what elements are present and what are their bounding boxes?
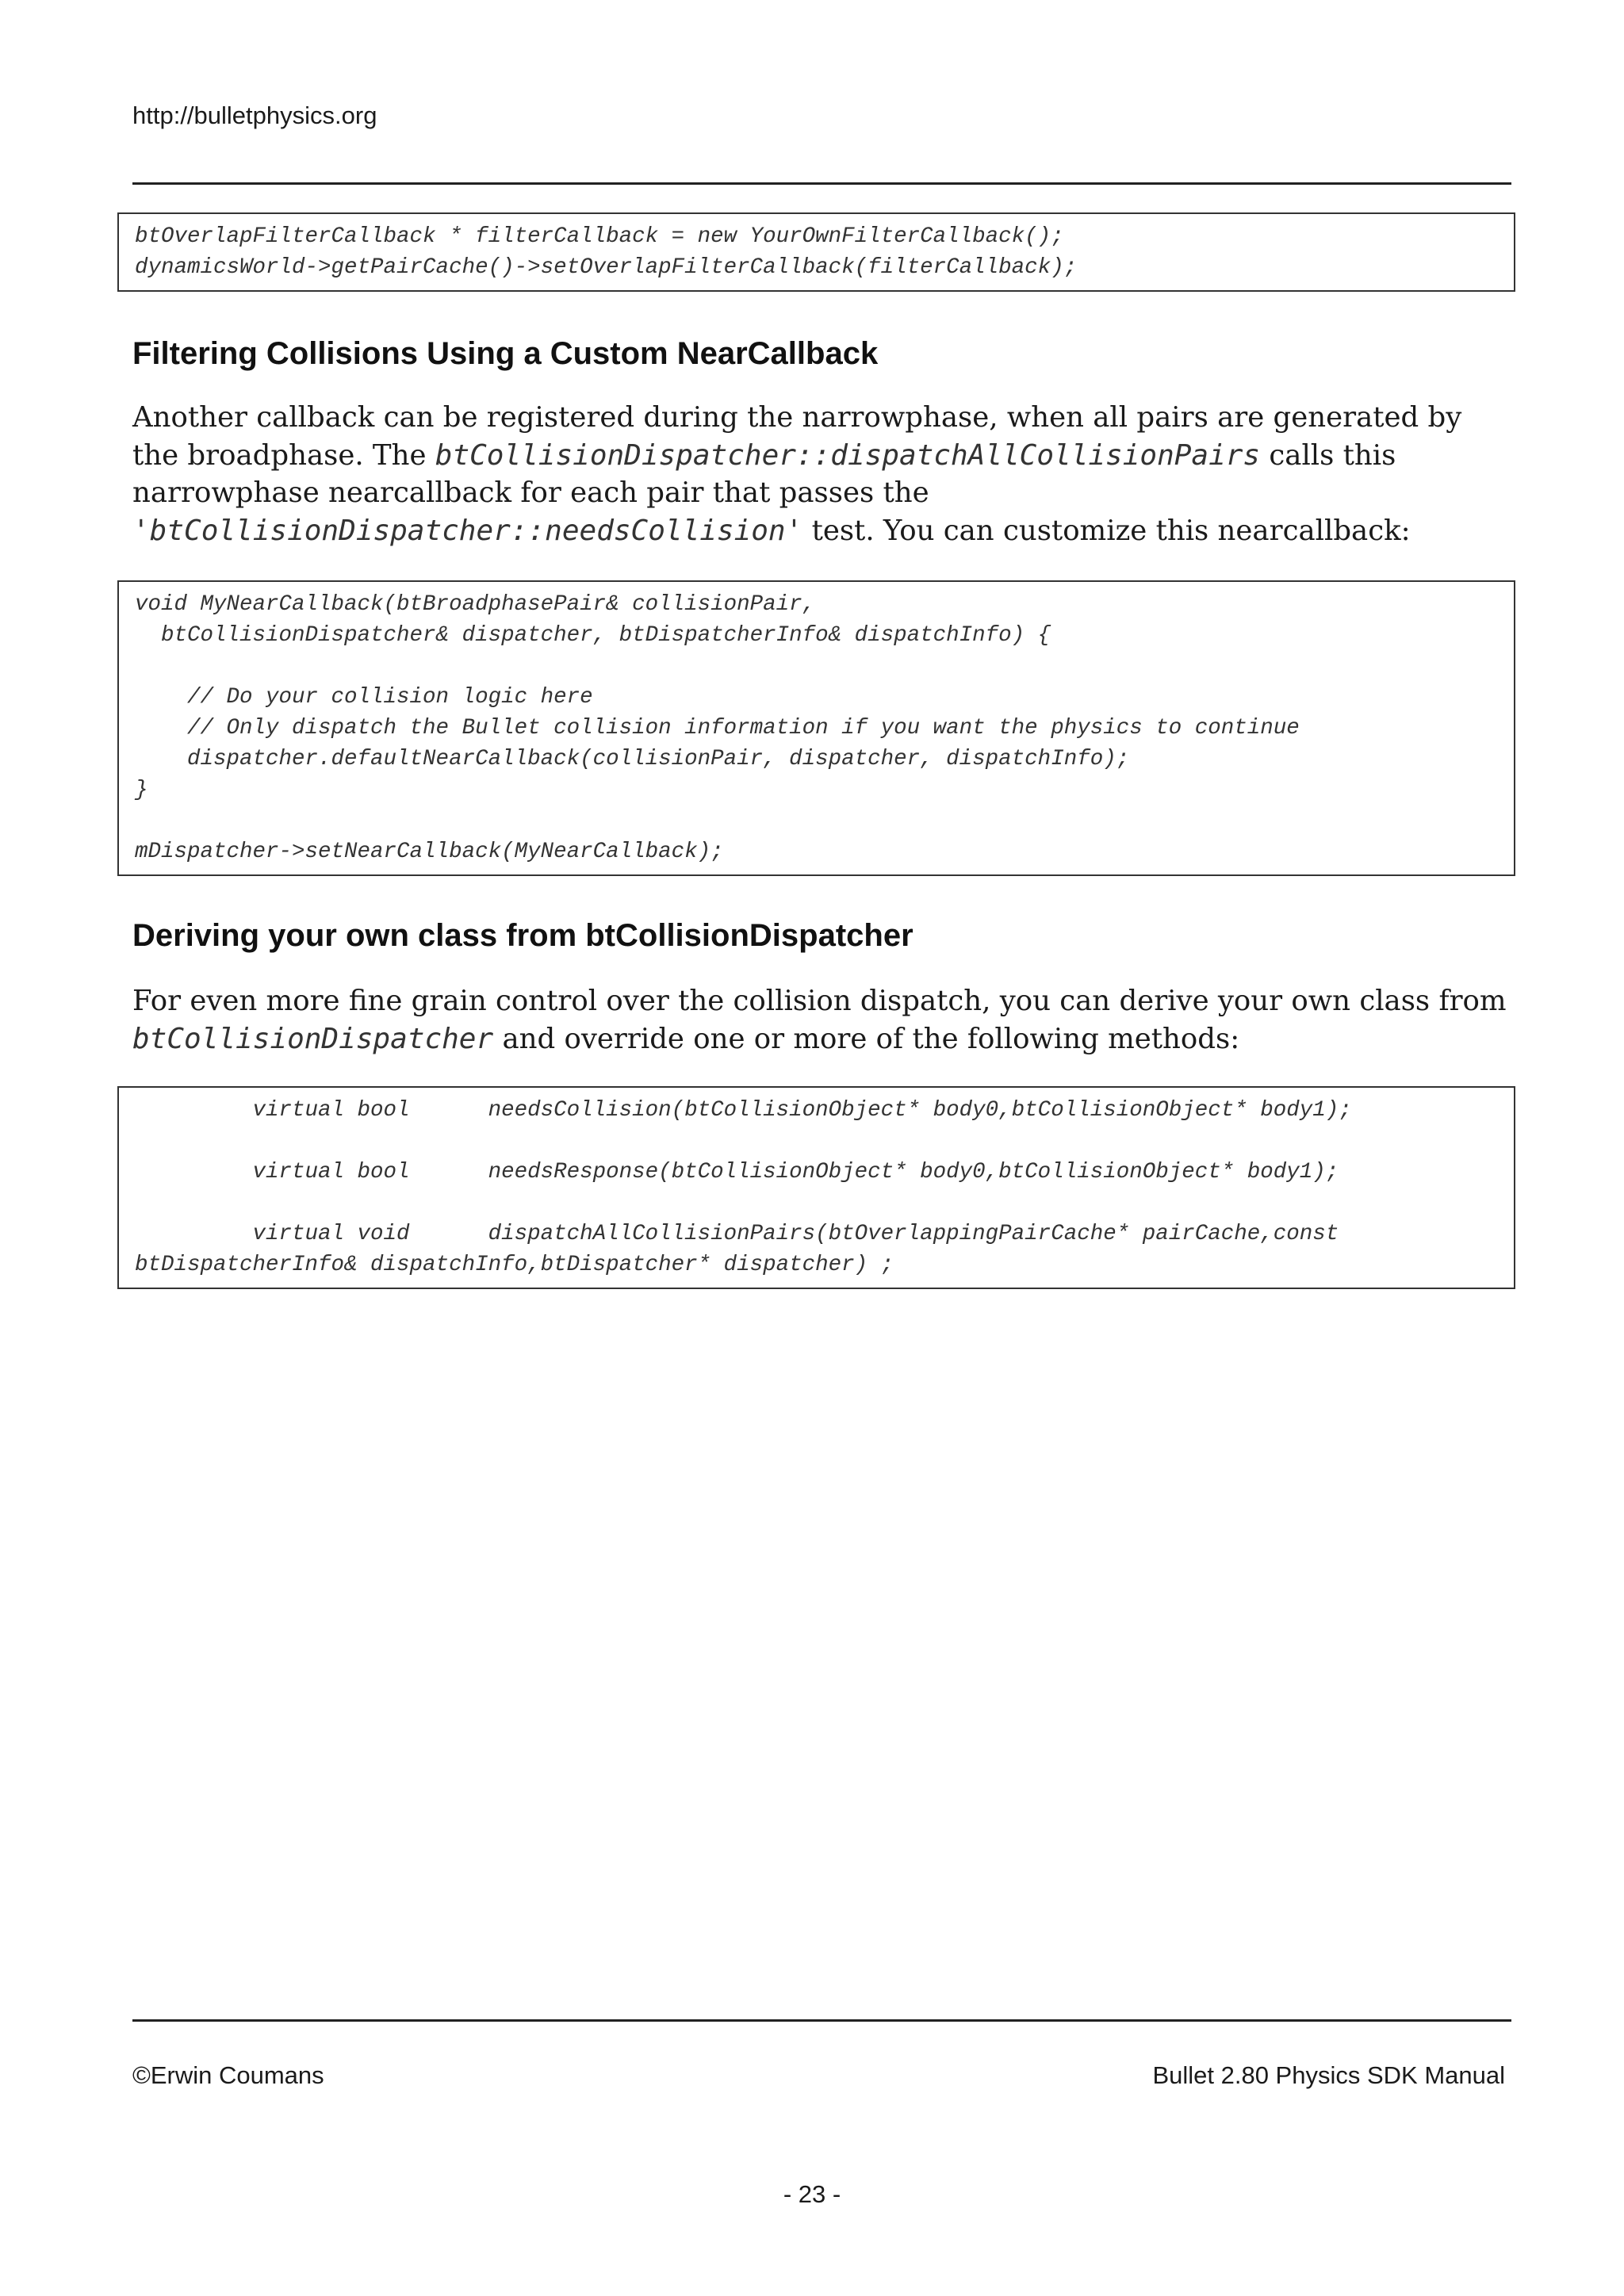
paragraph-text: Another callback can be registered during the narrowphase, when all pairs are generated by the broadphase. The — [132, 401, 1462, 472]
paragraph-text: calls this narrowphase nearcallback for each pair that passes the — [132, 438, 1396, 509]
code-line: dynamicsWorld->getPairCache()->setOverlapFilterCallback(filterCallback); — [135, 255, 1078, 280]
header-divider — [132, 182, 1511, 185]
code-line: dispatcher.defaultNearCallback(collisionPair, dispatcher, dispatchInfo); — [135, 747, 1130, 771]
inline-code: btCollisionDispatcher::dispatchAllCollisionPairs — [435, 438, 1261, 472]
paragraph-text: For even more fine grain control over the collision dispatch, you can derive your own class from — [132, 985, 1507, 1017]
code-line — [135, 1188, 1498, 1219]
paragraph-near-callback — [132, 399, 1512, 549]
code-block-dispatcher-methods — [117, 1086, 1515, 1289]
footer-manual-title: Bullet 2.80 Physics SDK Manual — [1152, 2061, 1505, 2089]
code-line: } — [135, 778, 148, 802]
code-line — [135, 806, 1498, 836]
code-block-filter-callback — [117, 212, 1515, 292]
code-line — [135, 1126, 1498, 1157]
section-heading-near-callback: Filtering Collisions Using a Custom NearCallback — [132, 336, 879, 371]
code-line: virtual void dispatchAllCollisionPairs(btOverlappingPairCache* pairCache,const — [135, 1222, 1339, 1246]
code-line: // Only dispatch the Bullet collision information if you want the physics to continue — [135, 716, 1300, 740]
paragraph-text: test. You can customize this nearcallback: — [802, 514, 1411, 547]
paragraph-text: and override one or more of the following methods: — [493, 1022, 1240, 1055]
code-line — [135, 651, 1498, 682]
inline-code: 'btCollisionDispatcher::needsCollision' — [132, 514, 803, 547]
code-line: btOverlapFilterCallback * filterCallback = new YourOwnFilterCallback(); — [135, 224, 1064, 249]
section-heading-derive-dispatcher: Deriving your own class from btCollisionDispatcher — [132, 918, 914, 953]
page-number: - 23 - — [783, 2180, 841, 2208]
code-block-near-callback — [117, 580, 1515, 876]
paragraph-derive-dispatcher — [132, 982, 1512, 1058]
code-line: mDispatcher->setNearCallback(MyNearCallback); — [135, 840, 724, 864]
code-line: virtual bool needsCollision(btCollisionObject* body0,btCollisionObject* body1); — [135, 1098, 1352, 1123]
code-line: void MyNearCallback(btBroadphasePair& collisionPair, — [135, 592, 816, 617]
code-line: btCollisionDispatcher& dispatcher, btDispatcherInfo& dispatchInfo) { — [135, 623, 1051, 648]
footer-author: ©Erwin Coumans — [132, 2061, 324, 2089]
code-line: btDispatcherInfo& dispatchInfo,btDispatcher* dispatcher) ; — [135, 1253, 894, 1277]
footer-divider — [132, 2019, 1511, 2022]
code-line: // Do your collision logic here — [135, 685, 593, 710]
code-line: virtual bool needsResponse(btCollisionObject* body0,btCollisionObject* body1); — [135, 1160, 1339, 1184]
inline-code: btCollisionDispatcher — [132, 1022, 494, 1055]
header-url: http://bulletphysics.org — [132, 101, 377, 129]
